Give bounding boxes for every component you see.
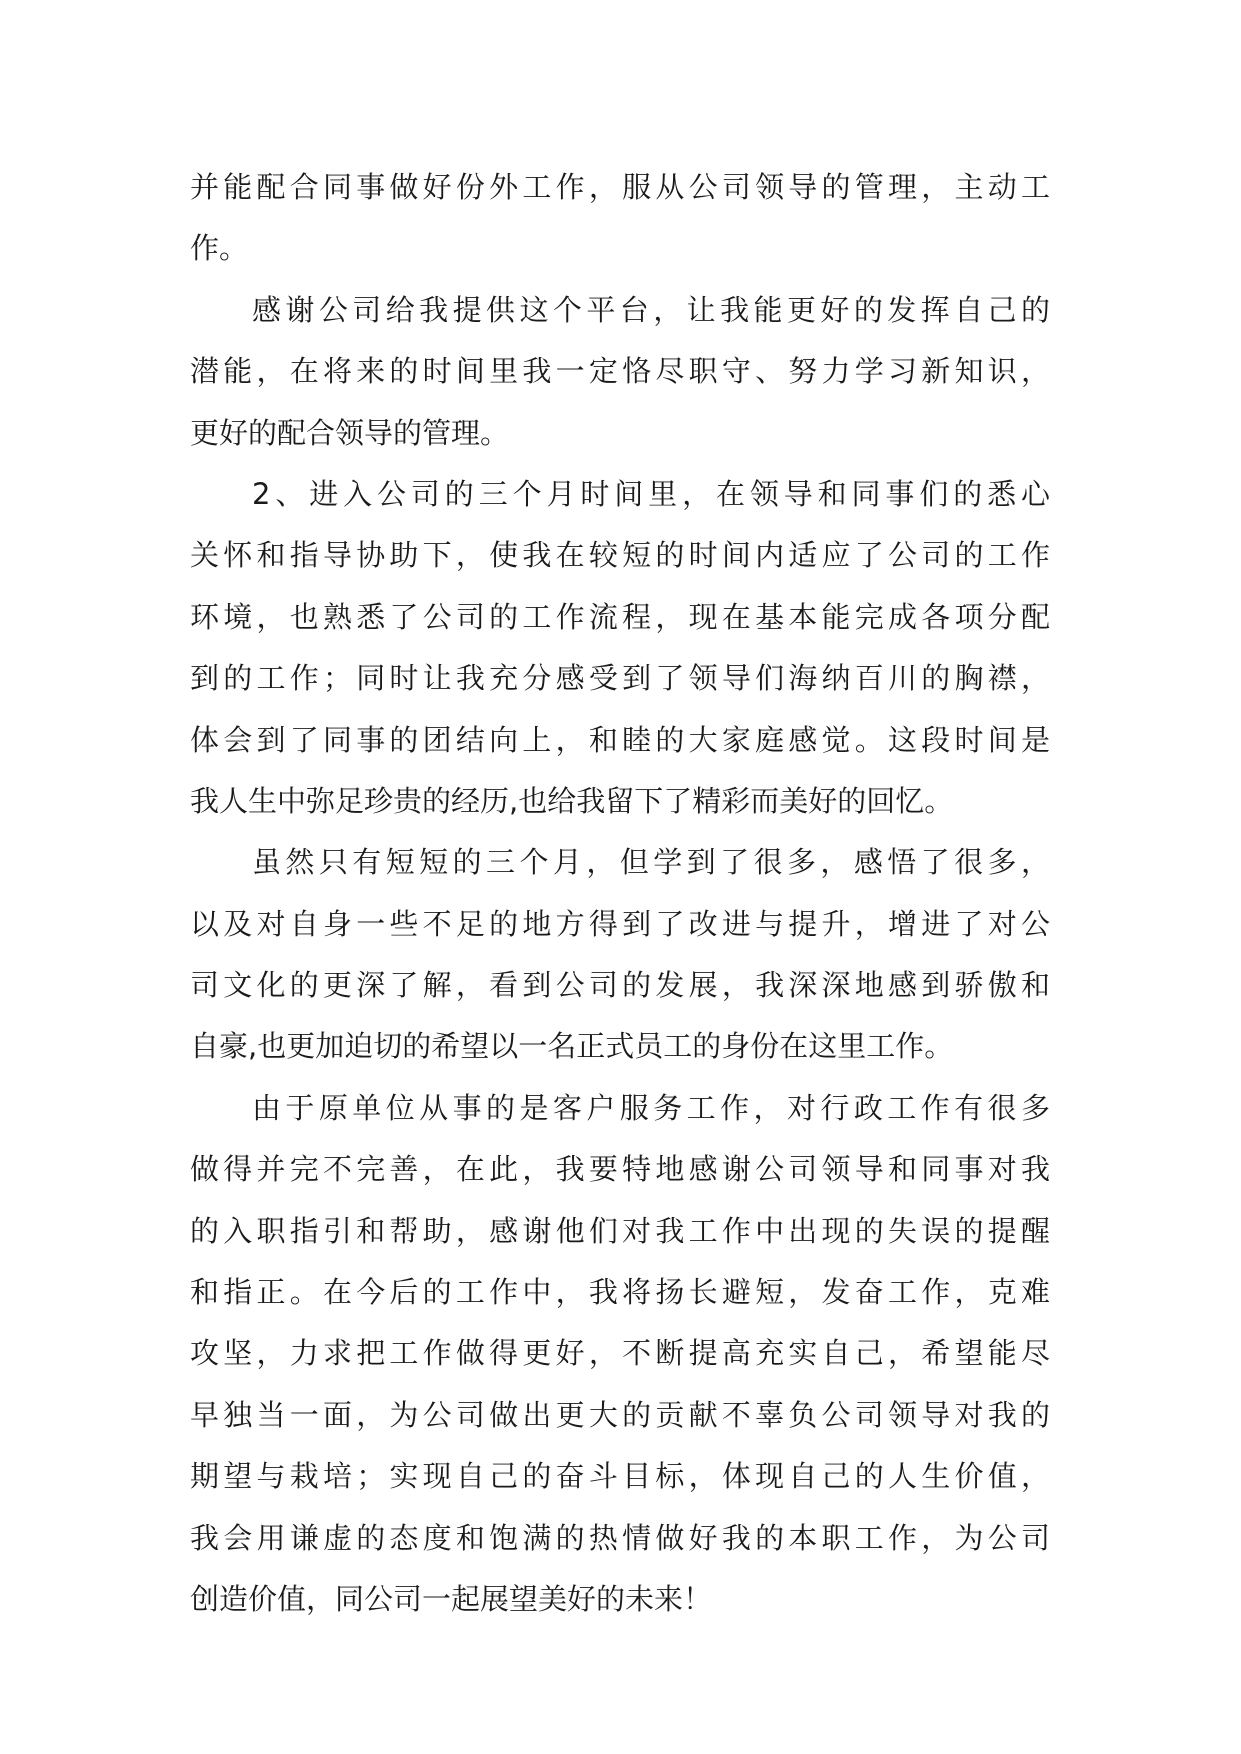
paragraph-first-line: 感谢公司给我提供这个平台，让我能更好的发挥自己的 — [252, 292, 1050, 327]
text-line: 期望与栽培；实现自己的奋斗目标，体现自己的人生价值， — [190, 1459, 1050, 1494]
text-line: 司文化的更深了解，看到公司的发展，我深深地感到骄傲和 — [190, 968, 1050, 1003]
text-line: 环境，也熟悉了公司的工作流程，现在基本能完成各项分配 — [190, 599, 1050, 634]
text-line: 做得并完不完善，在此，我要特地感谢公司领导和同事对我 — [190, 1152, 1050, 1187]
text-line: 我会用谦虚的态度和饱满的热情做好我的本职工作，为公司 — [190, 1520, 1050, 1555]
text-line: 攻坚，力求把工作做得更好，不断提高充实自己，希望能尽 — [190, 1336, 1050, 1371]
text-line: 并能配合同事做好份外工作，服从公司领导的管理，主动工 — [190, 170, 1050, 204]
text-line: 关怀和指导协助下，使我在较短的时间内适应了公司的工作 — [190, 538, 1050, 573]
text-line: 到的工作；同时让我充分感受到了领导们海纳百川的胸襟， — [190, 661, 1050, 696]
text-line: 潜能，在将来的时间里我一定恪尽职守、努力学习新知识， — [190, 354, 1050, 389]
document-body — [190, 157, 1050, 1630]
text-line: 早独当一面，为公司做出更大的贡献不辜负公司领导对我的 — [190, 1397, 1050, 1432]
paragraph-first-line: 2、进入公司的三个月时间里，在领导和同事们的悉心 — [252, 476, 1050, 511]
text-line: 作。 — [190, 231, 249, 266]
paragraph-first-line: 由于原单位从事的是客户服务工作，对行政工作有很多 — [252, 1090, 1050, 1125]
text-line: 我人生中弥足珍贵的经历,也给我留下了精彩而美好的回忆。 — [190, 783, 954, 818]
text-line: 更好的配合领导的管理。 — [190, 415, 510, 450]
text-line: 自豪,也更加迫切的希望以一名正式员工的身份在这里工作。 — [190, 1029, 954, 1064]
text-line: 体会到了同事的团结向上，和睦的大家庭感觉。这段时间是 — [190, 722, 1050, 757]
text-line: 的入职指引和帮助，感谢他们对我工作中出现的失误的提醒 — [190, 1213, 1050, 1248]
text-line: 和指正。在今后的工作中，我将扬长避短，发奋工作，克难 — [190, 1275, 1050, 1310]
text-line: 创造价值，同公司一起展望美好的未来！ — [190, 1581, 713, 1616]
text-line: 以及对自身一些不足的地方得到了改进与提升，增进了对公 — [190, 906, 1050, 941]
paragraph-first-line: 虽然只有短短的三个月，但学到了很多，感悟了很多， — [252, 845, 1050, 880]
